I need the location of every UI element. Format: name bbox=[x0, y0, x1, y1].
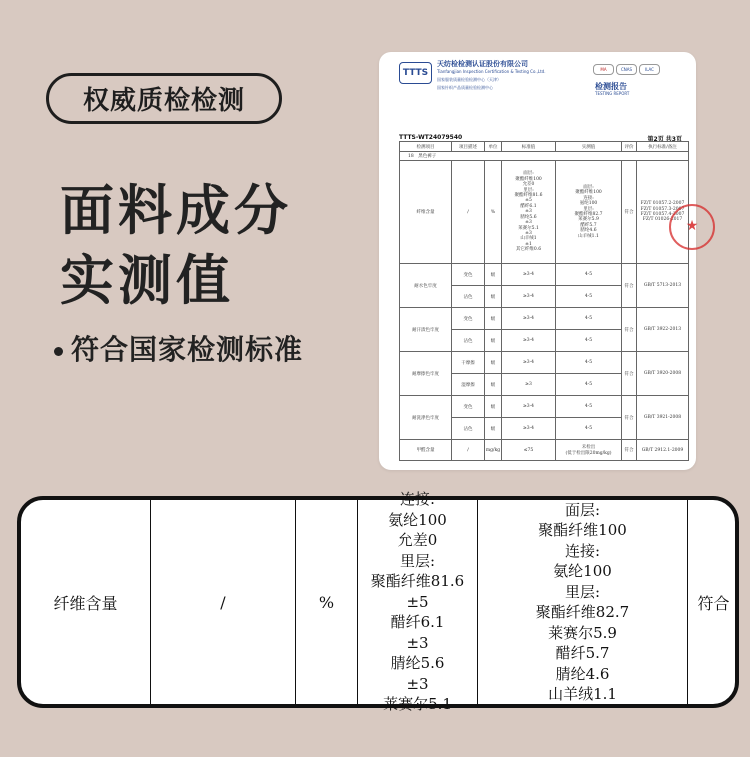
value-line: 允差0 bbox=[397, 531, 438, 550]
red-seal-stamp: ★ bbox=[669, 204, 715, 250]
cell-ref: GB/T 3920-2008 bbox=[637, 352, 689, 396]
cell-measured: 面层: 聚酯纤维100 连接: 氨纶100 里层: 聚酯纤维82.7 莱赛尔5.9 醋纤5.7 腈纶4.6 山羊绒1.1 bbox=[556, 161, 622, 264]
cell-item: 耐水色牢度 bbox=[400, 264, 452, 308]
zoom-eval: 符合 bbox=[697, 593, 730, 613]
cell-unit: 级 bbox=[485, 308, 502, 330]
zoomed-table-card bbox=[17, 490, 739, 714]
org-name-cn: 天纺检检测认证股份有限公司 bbox=[437, 60, 528, 68]
value-line: ±3 bbox=[406, 633, 429, 652]
table-row bbox=[400, 396, 689, 418]
cell-ref: FZ/T 01057.2-2007 FZ/T 01057.3-2007 FZ/T 01057.4-2007 FZ/T 01026-2017 bbox=[637, 161, 689, 264]
zoom-unit: % bbox=[318, 592, 335, 612]
value-line: 聚酯纤维81.6 bbox=[370, 572, 465, 591]
cell-desc: / bbox=[452, 161, 485, 264]
cell-measured: 4-5 bbox=[556, 330, 622, 352]
cell-item: 耐摩擦色牢度 bbox=[400, 352, 452, 396]
cell-standard: ≥3-4 bbox=[502, 264, 556, 286]
zoom-desc: / bbox=[220, 592, 226, 612]
cell-sub: 变色 bbox=[452, 396, 485, 418]
measured-line: 未检出 bbox=[581, 445, 596, 450]
table-row bbox=[400, 308, 689, 330]
cell-eval: 符合 bbox=[622, 264, 637, 308]
report-organization bbox=[437, 60, 546, 92]
report-number: TTTS-WT24079540 bbox=[399, 134, 463, 141]
cell-ref: GB/T 3921-2008 bbox=[637, 396, 689, 440]
value-line: 莱赛尔5.1 bbox=[383, 695, 452, 714]
cell-unit: 级 bbox=[485, 374, 502, 396]
value-line: 氨纶100 bbox=[388, 510, 447, 529]
value-line: 聚酯纤维100 bbox=[538, 521, 627, 539]
value-line: 醋纤5.7 bbox=[555, 644, 610, 662]
cell-ref: GB/T 5713-2013 bbox=[637, 264, 689, 308]
cell-item: 耐汗渍色牢度 bbox=[400, 308, 452, 352]
cell-sub: 沾色 bbox=[452, 418, 485, 440]
cma-mark: MA bbox=[593, 64, 614, 75]
cell-eval: 符合 bbox=[622, 440, 637, 461]
header-measured: 实测值 bbox=[556, 142, 622, 152]
value-line: ±5 bbox=[406, 592, 429, 611]
cell-unit: % bbox=[485, 161, 502, 264]
cell-eval: 符合 bbox=[622, 352, 637, 396]
cell-measured: 4-5 bbox=[556, 286, 622, 308]
section-label: 18 黑色裤子 bbox=[400, 152, 689, 161]
cell-measured: 4-5 bbox=[556, 308, 622, 330]
cell-standard: ≥3-4 bbox=[502, 418, 556, 440]
headline: 面料成分 实测值 bbox=[60, 179, 292, 312]
cell-sub: 干摩擦 bbox=[452, 352, 485, 374]
value-line: 腈纶5.6 bbox=[390, 654, 445, 673]
cell-measured: 4-5 bbox=[556, 374, 622, 396]
quality-badge: 权威质检检测 bbox=[46, 73, 282, 124]
certification-marks bbox=[593, 64, 660, 75]
value-line: 里层: bbox=[399, 551, 436, 570]
header-desc: 项目描述 bbox=[452, 142, 485, 152]
cell-sub: 沾色 bbox=[452, 286, 485, 308]
cell-unit: 级 bbox=[485, 286, 502, 308]
cell-standard: ≥3 bbox=[502, 374, 556, 396]
cell-standard: ≥3-4 bbox=[502, 286, 556, 308]
cell-measured bbox=[556, 440, 622, 461]
cell-sub: 变色 bbox=[452, 308, 485, 330]
cell-unit: 级 bbox=[485, 396, 502, 418]
section-row bbox=[400, 152, 689, 161]
measured-note: (低于检出限20mg/kg) bbox=[565, 451, 612, 456]
cell-unit: 级 bbox=[485, 352, 502, 374]
cell-unit: 级 bbox=[485, 418, 502, 440]
report-title-en: TESTING REPORT bbox=[595, 91, 630, 96]
header-unit: 单位 bbox=[485, 142, 502, 152]
cell-desc: / bbox=[452, 440, 485, 461]
zoom-measured bbox=[478, 500, 687, 704]
cell-sub: 沾色 bbox=[452, 330, 485, 352]
cell-standard: ≥3-4 bbox=[502, 352, 556, 374]
table-row bbox=[400, 440, 689, 461]
cell-item: 纤维含量 bbox=[400, 161, 452, 264]
org-name-en: Tianfangjian Inspection Certification & Testing Co.,Ltd. bbox=[437, 69, 546, 74]
cell-item: 耐洗涤色牢度 bbox=[400, 396, 452, 440]
cell-ref: GB/T 3922-2013 bbox=[637, 308, 689, 352]
cell-standard: ≥3-4 bbox=[502, 330, 556, 352]
cell-sub: 湿摩擦 bbox=[452, 374, 485, 396]
cell-unit: mg/kg bbox=[485, 440, 502, 461]
cell-item: 甲醛含量 bbox=[400, 440, 452, 461]
cell-eval: 符合 bbox=[622, 161, 637, 264]
table-row bbox=[400, 161, 689, 264]
value-line: 山羊绒1.1 bbox=[548, 685, 617, 703]
center-line-2: 国家针织产品质量检验检测中心 bbox=[437, 85, 493, 90]
value-line: 连接: bbox=[564, 541, 601, 560]
value-line: 醋纤6.1 bbox=[390, 613, 445, 632]
cell-eval: 符合 bbox=[622, 396, 637, 440]
bullet-dot bbox=[54, 347, 63, 356]
table-header-row bbox=[400, 142, 689, 152]
header-item: 检测项目 bbox=[400, 142, 452, 152]
cell-measured: 4-5 bbox=[556, 396, 622, 418]
value-line: 腈纶4.6 bbox=[555, 664, 610, 683]
value-line: 面层: bbox=[564, 500, 601, 519]
zoom-standard bbox=[358, 490, 477, 714]
cell-ref: GB/T 2912.1-2009 bbox=[637, 440, 689, 461]
cnas-mark: CNAS bbox=[616, 64, 637, 75]
center-line-1: 国家服装质量检验检测中心（天津） bbox=[437, 77, 501, 82]
value-line: 氨纶100 bbox=[553, 562, 612, 580]
value-line: ±3 bbox=[406, 674, 429, 693]
header-standard: 标准值 bbox=[502, 142, 556, 152]
cell-eval: 符合 bbox=[622, 308, 637, 352]
cell-measured: 4-5 bbox=[556, 352, 622, 374]
header-ref: 执行标准/备注 bbox=[637, 142, 689, 152]
cell-standard: ≥3-4 bbox=[502, 396, 556, 418]
report-table bbox=[399, 141, 689, 461]
cell-standard: ≤75 bbox=[502, 440, 556, 461]
value-line: 莱赛尔5.9 bbox=[548, 623, 617, 642]
cell-measured: 4-5 bbox=[556, 418, 622, 440]
value-line: 里层: bbox=[564, 582, 601, 601]
table-row bbox=[400, 352, 689, 374]
cell-measured: 4-5 bbox=[556, 264, 622, 286]
table-row bbox=[400, 264, 689, 286]
zoom-item: 纤维含量 bbox=[53, 593, 118, 613]
header-eval: 评价 bbox=[622, 142, 637, 152]
ilac-mark: ILAC bbox=[639, 64, 660, 75]
cell-standard: 面层: 聚酯纤维100 允差0 里层: 聚酯纤维81.6 ±5 醋纤6.1 ±3 腈纶5.6 ±3 莱赛尔5.1 ±3 山羊绒1 ±1 其它纤维0.6 bbox=[502, 161, 556, 264]
report-title: 检测报告 bbox=[595, 82, 627, 91]
value-line: 连接: bbox=[399, 490, 436, 509]
cell-unit: 级 bbox=[485, 264, 502, 286]
test-report-sheet bbox=[379, 52, 699, 470]
cell-unit: 级 bbox=[485, 330, 502, 352]
cell-sub: 变色 bbox=[452, 264, 485, 286]
compliance-text: 符合国家检测标准 bbox=[71, 333, 304, 366]
cell-standard: ≥3-4 bbox=[502, 308, 556, 330]
report-page: 第2页 共3页 bbox=[647, 136, 682, 143]
value-line: 聚酯纤维82.7 bbox=[535, 603, 630, 621]
ttts-logo: TTTS bbox=[399, 62, 432, 84]
compliance-bullet bbox=[54, 328, 303, 368]
